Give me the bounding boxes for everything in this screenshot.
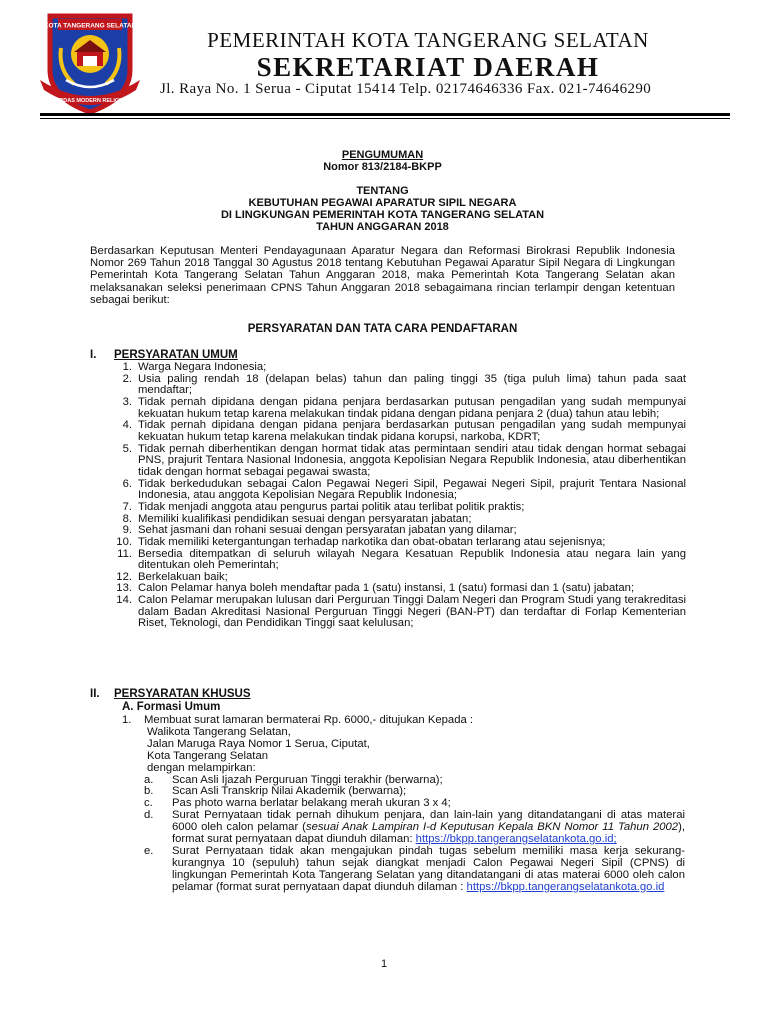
section-1-number: I. xyxy=(90,349,97,361)
item-body xyxy=(144,715,685,894)
section-1-title: PERSYARATAN UMUM xyxy=(114,349,238,361)
list-item: 9. Sehat jasmani dan rohani sesuai dengan persyaratan jabatan yang dilamar; xyxy=(122,524,517,537)
announcement-title: PENGUMUMAN xyxy=(341,149,424,161)
announcement-about: TENTANG xyxy=(356,185,409,197)
intro-paragraph: Berdasarkan Keputusan Menteri Pendayagunaan Aparatur Negara dan Reformasi Birokrasi Republik Indonesia Nomor 269 Tahun 2018 Tanggal 30 Agustus 2018 tentang Kebutuhan Pegawai Aparatur Sipil Negara di Lingkungan Pemerintah Kota Tangerang Selatan Tahun Anggaran 2018, maka Pemerintah Kota Tangerang Selatan akan melaksanakan seleksi penerimaan CPNS Tahun Anggaran 2018 sebagaimana rincian terlampir dengan ketentuan sebagai berikut: xyxy=(90,245,675,306)
list-item: 3. Tidak pernah dipidana dengan pidana penjara berdasarkan putusan pengadilan yang sudah mempunyai kekuatan hukum tetap karena melakukan tindak pidana dengan pidana penjara 2 (dua) tahun atau lebih; xyxy=(122,395,686,420)
list-item: 11. Bersedia ditempatkan di seluruh wilayah Negara Kesatuan Republik Indonesia atau negara lain yang ditentukan oleh Pemerintah; xyxy=(117,547,686,572)
svg-text:CERDAS MODERN RELIGIUS: CERDAS MODERN RELIGIUS xyxy=(51,98,129,104)
list-item: 5. Tidak pernah diberhentikan dengan hormat tidak atas permintaan sendiri atau tidak dengan hormat sebagai PNS, prajurit Tentara Nasional Indonesia, anggota Kepolisian Negara Republik Indonesia, atau diberhentikan tidak dengan hormat sebagai pegawai swasta; xyxy=(122,442,686,478)
section-1-heading xyxy=(90,349,238,361)
list-item: 12. Berkelakuan baik; xyxy=(116,570,228,583)
subsection-formasi-umum: A. Formasi Umum xyxy=(122,701,221,713)
list-item: 13. Calon Pelamar hanya boleh mendaftar pada 1 (satu) instansi, 1 (satu) formasi dan 1 (satu) jabatan; xyxy=(116,582,635,595)
list-item: 2. Usia paling rendah 18 (delapan belas) tahun dan paling tinggi 35 (tiga puluh lima) tahun pada saat mendaftar; xyxy=(122,372,686,397)
item-number: 1. xyxy=(122,714,132,726)
section-2-title: PERSYARATAN KHUSUS xyxy=(114,688,251,700)
list-item: 10. Tidak memiliki ketergantungan terhadap narkotika dan obat-obatan terlarang atau sejenisnya; xyxy=(116,535,606,548)
list-item: 4. Tidak pernah dipidana dengan pidana penjara berdasarkan putusan pengadilan yang sudah mempunyai kekuatan hukum tetap karena melakukan tindak pidana korupsi, narkoba, KDRT; xyxy=(122,419,686,443)
download-link-e[interactable]: https://bkpp.tangerangselatankota.go.id xyxy=(466,880,665,893)
application-letter-text: Membuat surat lamaran bermaterai Rp. 6000,- ditujukan Kepada : xyxy=(144,714,474,726)
attachment-b: b. Scan Asli Transkrip Nilai Akademik (berwarna); xyxy=(144,785,407,798)
section-2-heading xyxy=(90,688,251,700)
attachments-label: dengan melampirkan: xyxy=(147,761,256,774)
announcement-subject-1: KEBUTUHAN PEGAWAI APARATUR SIPIL NEGARA xyxy=(248,197,517,209)
attachment-d: d. Surat Pernyataan tidak pernah dihukum penjara, dan lain-lain yang ditandatangani di atas materai 6000 oleh calon pelamar (sesuai Anak Lampiran I-d Keputusan Kepala BKN Nomor 11 Tahun 2002), format surat pernyataan dapat diunduh dilaman: https://bkpp.tangerangselatankota.go.id; xyxy=(144,809,685,846)
list-item: 7. Tidak menjadi anggota atau pengurus partai politik atau terlibat politik praktis; xyxy=(122,500,525,513)
list-item: 1. Warga Negara Indonesia; xyxy=(122,361,267,373)
attachment-c: c. Pas photo warna berlatar belakang merah ukuran 3 x 4; xyxy=(144,797,451,810)
office-name: SEKRETARIAT DAERAH xyxy=(256,52,600,82)
section-2-number: II. xyxy=(90,688,100,700)
list-item: 8. Memiliki kualifikasi pendidikan sesuai dengan persyaratan jabatan; xyxy=(122,512,472,525)
general-requirements-list xyxy=(108,362,686,630)
requirements-heading: PERSYARATAN DAN TATA CARA PENDAFTARAN xyxy=(247,323,518,335)
page-number: 1 xyxy=(380,958,388,970)
announcement-number: Nomor 813/2184-BKPP xyxy=(323,161,442,173)
announcement-subject-2: DI LINGKUNGAN PEMERINTAH KOTA TANGERANG SELATAN xyxy=(220,209,545,221)
header-rule-thick xyxy=(40,113,730,116)
attachment-a: a. Scan Asli Ijazah Perguruan Tinggi terakhir (berwarna); xyxy=(144,773,443,786)
list-item: 6. Tidak berkedudukan sebagai Calon Pegawai Negeri Sipil, Pegawai Negeri Sipil, prajurit Tentara Nasional Indonesia, atau anggota Kepolisian Negara Republik Indonesia; xyxy=(122,477,686,502)
address-line-3: Kota Tangerang Selatan xyxy=(147,749,269,762)
announcement-subject-3: TAHUN ANGGARAN 2018 xyxy=(316,221,449,233)
address-line-1: Walikota Tangerang Selatan, xyxy=(147,725,291,738)
kota-tangerang-selatan-logo xyxy=(36,8,144,116)
office-address: Jl. Raya No. 1 Serua - Ciputat 15414 Telp. 02174646336 Fax. 021-74646290 xyxy=(160,81,652,97)
svg-text:KOTA TANGERANG SELATAN: KOTA TANGERANG SELATAN xyxy=(43,22,137,30)
address-line-2: Jalan Maruga Raya Nomor 1 Serua, Ciputat, xyxy=(147,737,370,750)
download-link-d[interactable]: https://bkpp.tangerangselatankota.go.id; xyxy=(415,833,617,846)
government-name: PEMERINTAH KOTA TANGERANG SELATAN xyxy=(207,28,649,52)
header-rule-thin xyxy=(40,118,730,119)
attachment-e: e. Surat Pernyataan tidak akan mengajukan pindah tugas sebelum memiliki masa kerja sekurang-kurangnya 10 (sepuluh) tahun sejak diangkat menjadi Calon Pegawai Negeri Sipil (CPNS) di lingkungan Pemerintah Kota Tangerang Selatan yang ditandatangani di atas materai 6000 oleh calon pelamar (format surat pernyataan dapat diunduh dilaman : https://bkpp.tangerangselatankota.go.id xyxy=(144,844,685,893)
list-item: 14. Calon Pelamar merupakan lulusan dari Perguruan Tinggi Dalam Negeri dan Program Studi yang terakreditasi dalam Badan Akreditasi Nasional Perguruan Tinggi Negeri (BAN-PT) dan terdaftar di Forlap Kementerian Riset, Teknologi, dan Pendidikan Tinggi saat kelulusan; xyxy=(116,594,686,630)
